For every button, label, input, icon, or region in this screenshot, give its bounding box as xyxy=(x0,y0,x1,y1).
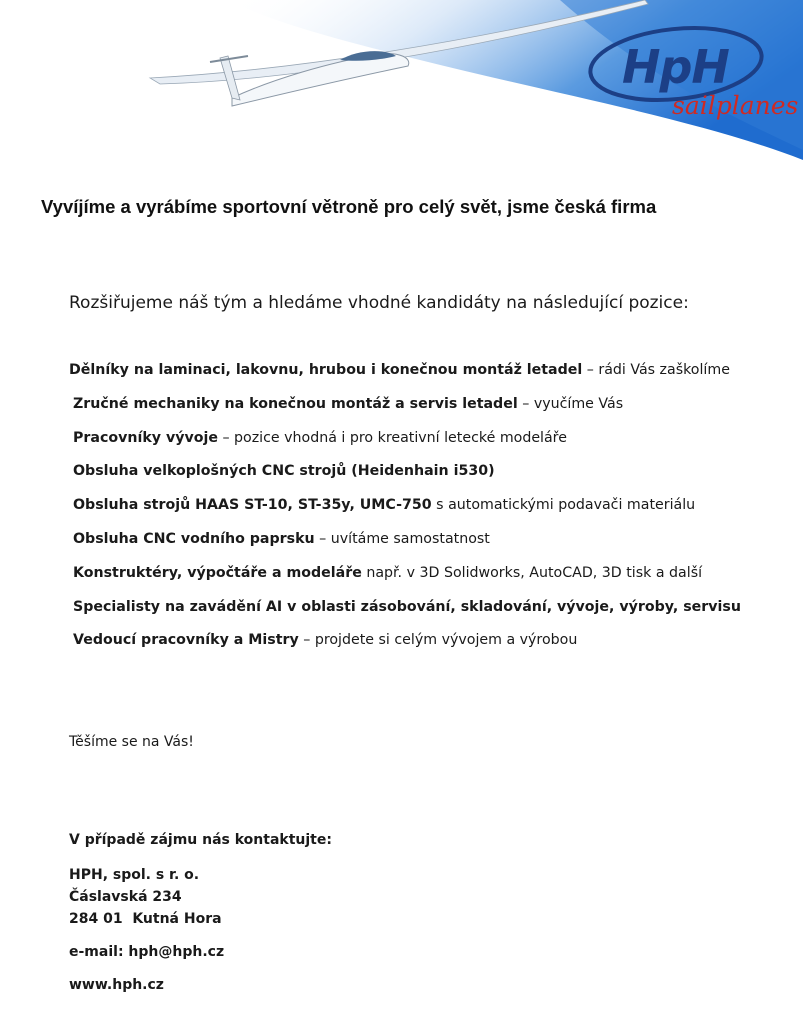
contact-heading: V případě zájmu nás kontaktujte: xyxy=(69,832,332,848)
list-item xyxy=(73,430,567,446)
position-title: Obsluha CNC vodního paprsku xyxy=(73,531,315,547)
company-name: HPH, spol. s r. o. xyxy=(69,867,200,883)
list-item xyxy=(73,396,623,412)
list-item xyxy=(73,632,577,648)
email-link[interactable]: e-mail: hph@hph.cz xyxy=(69,944,225,960)
logo-text: HpH xyxy=(622,40,729,94)
position-title: Konstruktéry, výpočtáře a modeláře xyxy=(73,565,362,581)
position-note: např. v 3D Solidworks, AutoCAD, 3D tisk a další xyxy=(361,565,703,581)
list-item xyxy=(73,463,495,479)
list-item xyxy=(69,362,730,378)
position-note: – pozice vhodná i pro kreativní letecké modeláře xyxy=(217,430,567,446)
list-item xyxy=(73,531,490,547)
list-item xyxy=(73,599,741,615)
position-title: Obsluha strojů HAAS ST-10, ST-35y, UMC-750 xyxy=(73,497,432,513)
city-address: 284 01 Kutná Hora xyxy=(69,911,222,927)
list-item xyxy=(73,565,702,581)
position-title: Dělníky na laminaci, lakovnu, hrubou i konečnou montáž letadel xyxy=(69,362,583,378)
website-link[interactable]: www.hph.cz xyxy=(69,977,164,993)
greeting-text: Těšíme se na Vás! xyxy=(69,734,194,750)
logo-subtext: sailplanes xyxy=(672,91,799,120)
position-title: Vedoucí pracovníky a Mistry xyxy=(73,632,299,648)
position-title: Pracovníky vývoje xyxy=(73,430,218,446)
position-title: Zručné mechaniky na konečnou montáž a servis letadel xyxy=(73,396,518,412)
page-headline: Vyvíjíme a vyrábíme sportovní větroně pro celý svět, jsme česká firma xyxy=(41,196,657,217)
position-note: – vyučíme Vás xyxy=(517,396,624,412)
position-note: s automatickými podavači materiálu xyxy=(431,497,696,513)
position-note: – uvítáme samostatnost xyxy=(314,531,490,547)
position-title: Obsluha velkoplošných CNC strojů (Heidenhain i530) xyxy=(73,463,495,479)
intro-text: Rozšiřujeme náš tým a hledáme vhodné kandidáty na následující pozice: xyxy=(69,293,689,313)
position-title: Specialisty na zavádění AI v oblasti zásobování, skladování, vývoje, výroby, servisu xyxy=(73,599,741,615)
street-address: Čáslavská 234 xyxy=(69,889,182,905)
list-item xyxy=(73,497,695,513)
position-note: – projdete si celým vývojem a výrobou xyxy=(298,632,578,648)
contact-address xyxy=(69,864,222,930)
position-note: – rádi Vás zaškolíme xyxy=(582,362,730,378)
